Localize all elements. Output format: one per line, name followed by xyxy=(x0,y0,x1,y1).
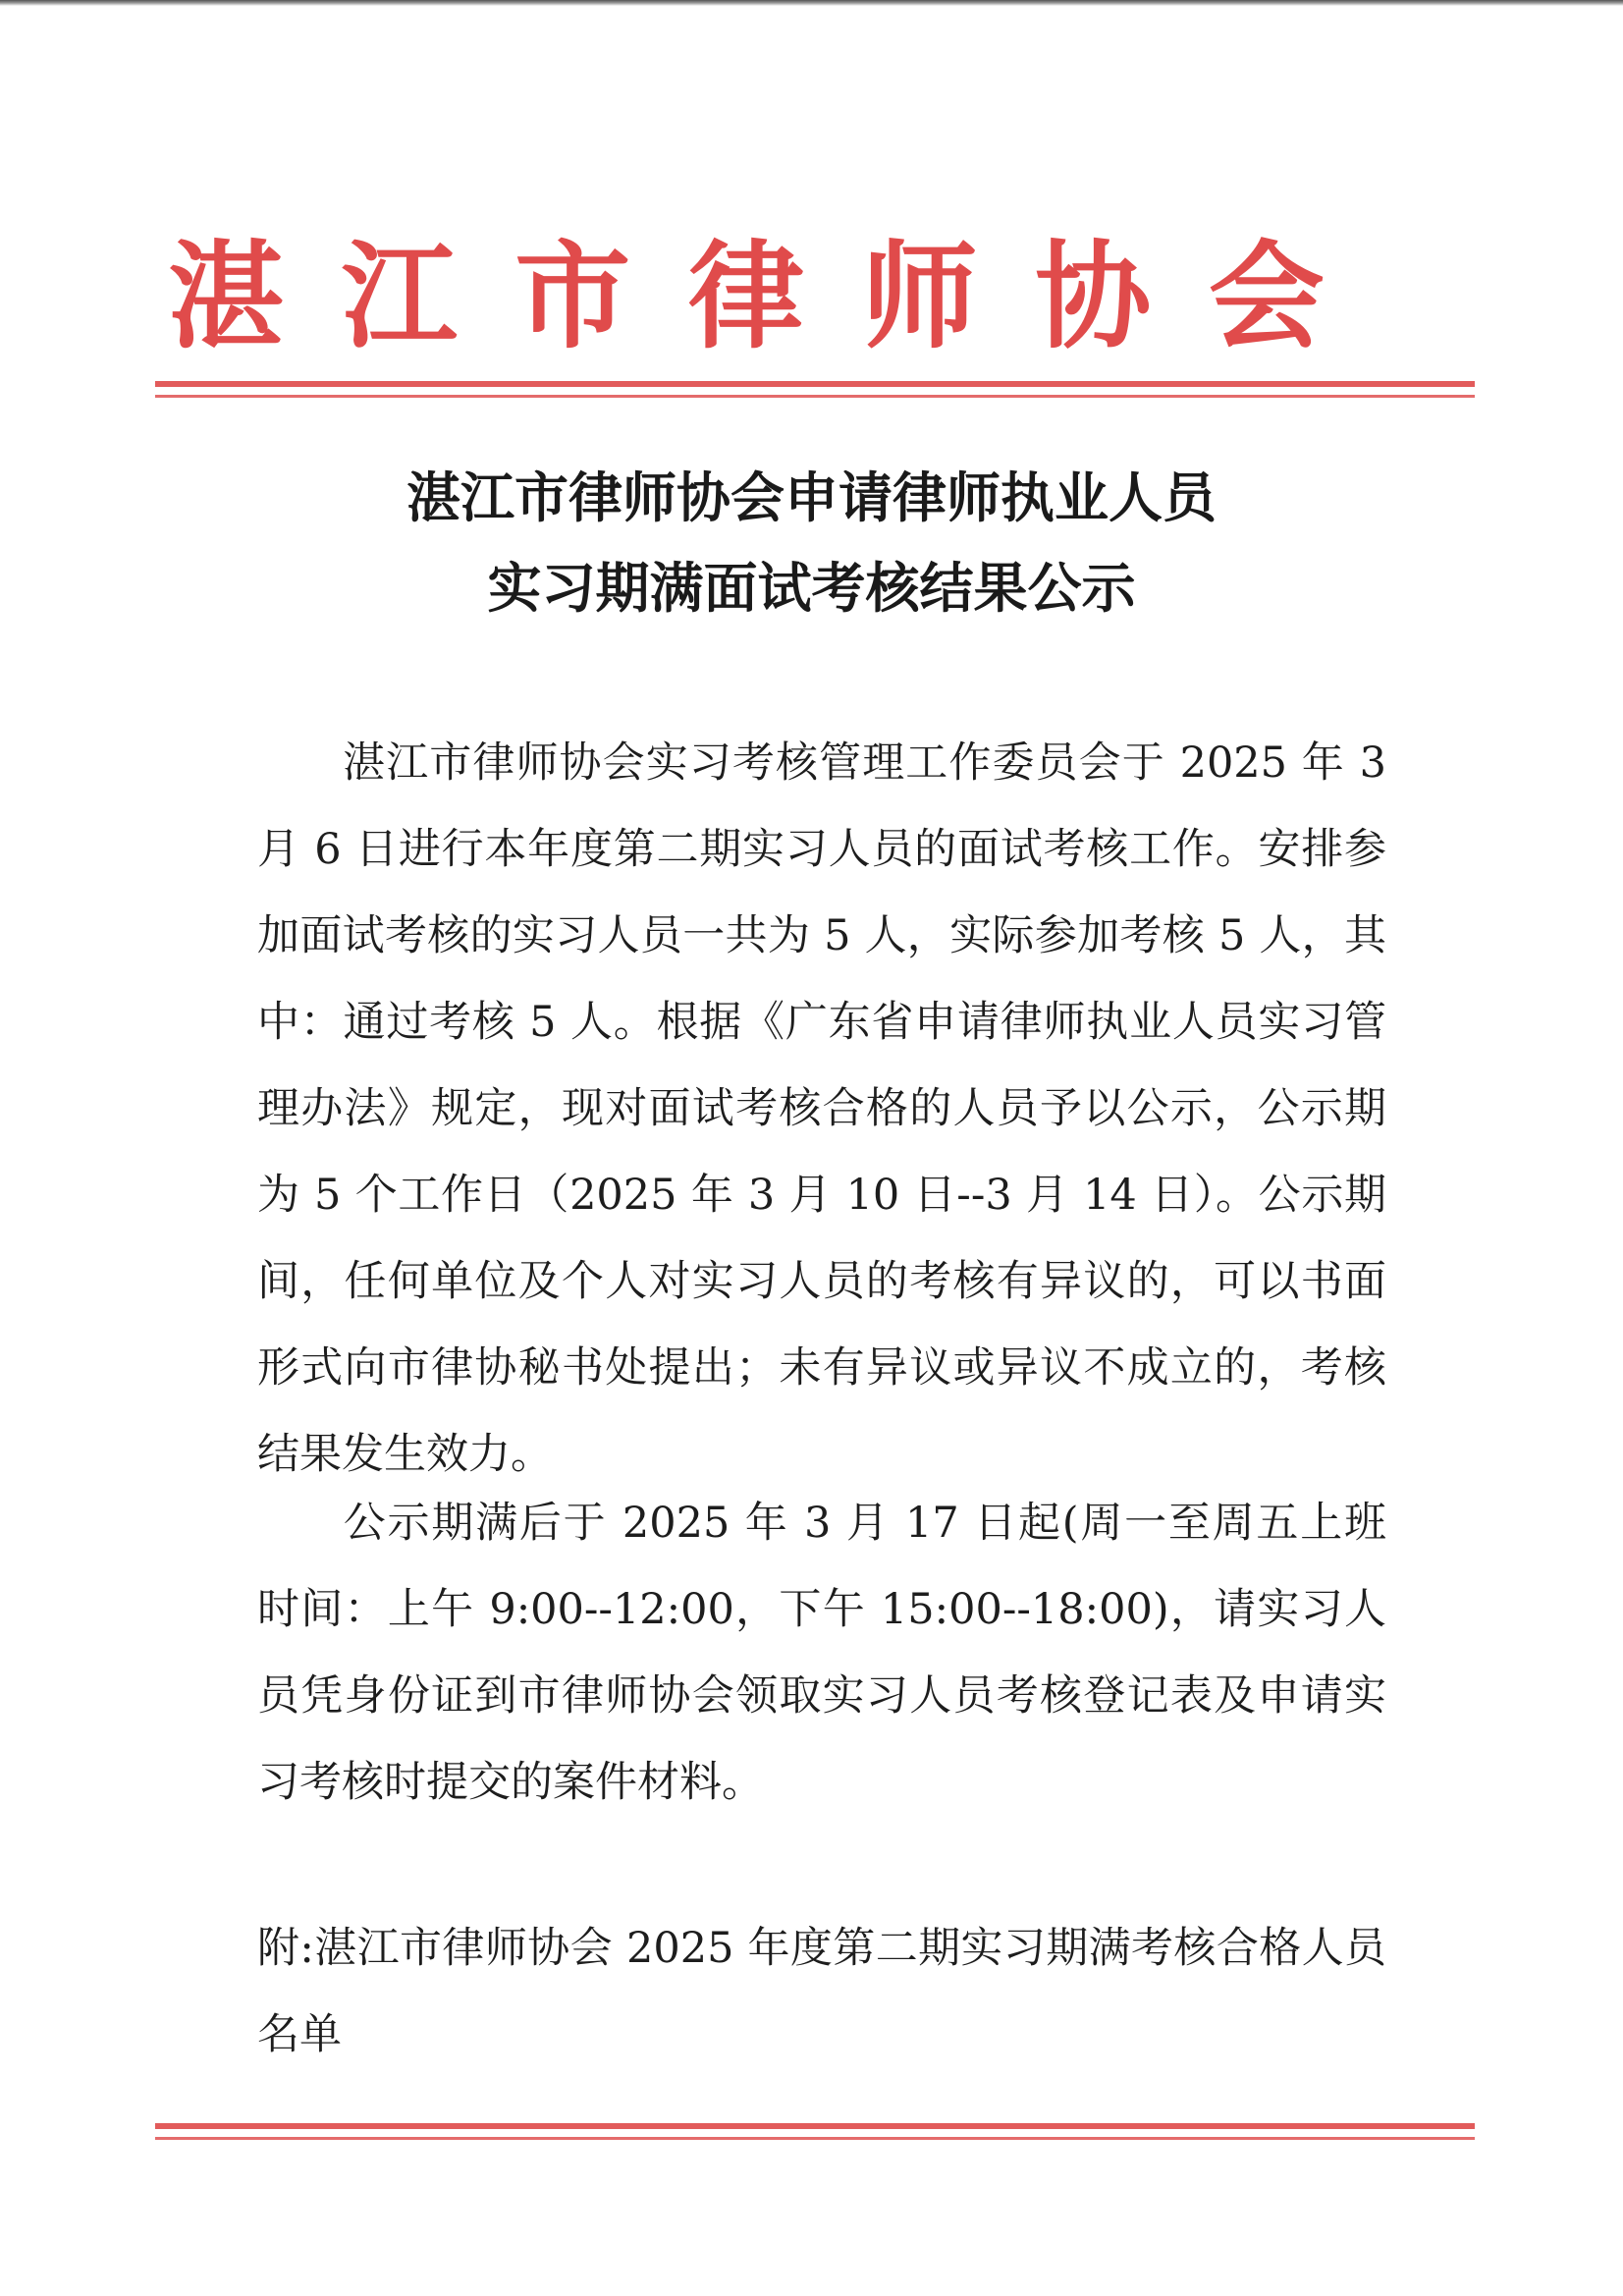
letterhead-char: 会 xyxy=(1208,229,1325,364)
body-paragraph-1 xyxy=(257,720,1386,1498)
divider-thin-line xyxy=(155,395,1475,398)
divider-thin-line xyxy=(155,2137,1475,2140)
letterhead-char: 市 xyxy=(514,229,631,364)
body-paragraph-2 xyxy=(257,1480,1386,1826)
letterhead xyxy=(157,228,1335,365)
letterhead-char: 律 xyxy=(687,229,804,364)
letterhead-char: 湛 xyxy=(167,229,284,364)
scan-edge xyxy=(0,0,1623,6)
letterhead-divider xyxy=(155,381,1475,398)
footer-divider xyxy=(155,2123,1475,2140)
body-paragraph-1-text: 湛江市律师协会实习考核管理工作委员会于 2025 年 3 月 6 日进行本年度第二期实习人员的面试考核工作。安排参加面试考核的实习人员一共为 5 人，实际参加考核 5 人，其中：通过考核 5 人。根据《广东省申请律师执业人员实习管理办法》规定，现对面试考核合格的人员予以公示，公示期为 5 个工作日（2025 年 3 月 10 日--3 月 14 日）。公示期间，任何单位及个人对实习人员的考核有异议的，可以书面形式向市律协秘书处提出；未有异议或异议不成立的，考核结果发生效力。 xyxy=(257,738,1386,1479)
divider-thick-line xyxy=(155,381,1475,387)
attachment-note-text: 附:湛江市律师协会 2025 年度第二期实习期满考核合格人员名单 xyxy=(257,1924,1386,2059)
divider-thick-line xyxy=(155,2123,1475,2129)
attachment-note xyxy=(257,1905,1386,2078)
letterhead-char: 师 xyxy=(861,229,978,364)
body-paragraph-2-text: 公示期满后于 2025 年 3 月 17 日起(周一至周五上班时间：上午 9:00--12:00，下午 15:00--18:00)，请实习人员凭身份证到市律师协会领取实习人员考核登记表及申请实习考核时提交的案件材料。 xyxy=(257,1499,1386,1807)
document-title-line-2: 实习期满面试考核结果公示 xyxy=(487,557,1136,620)
document-title-line-1: 湛江市律师协会申请律师执业人员 xyxy=(406,466,1217,529)
letterhead-char: 协 xyxy=(1035,229,1152,364)
letterhead-char: 江 xyxy=(341,229,458,364)
